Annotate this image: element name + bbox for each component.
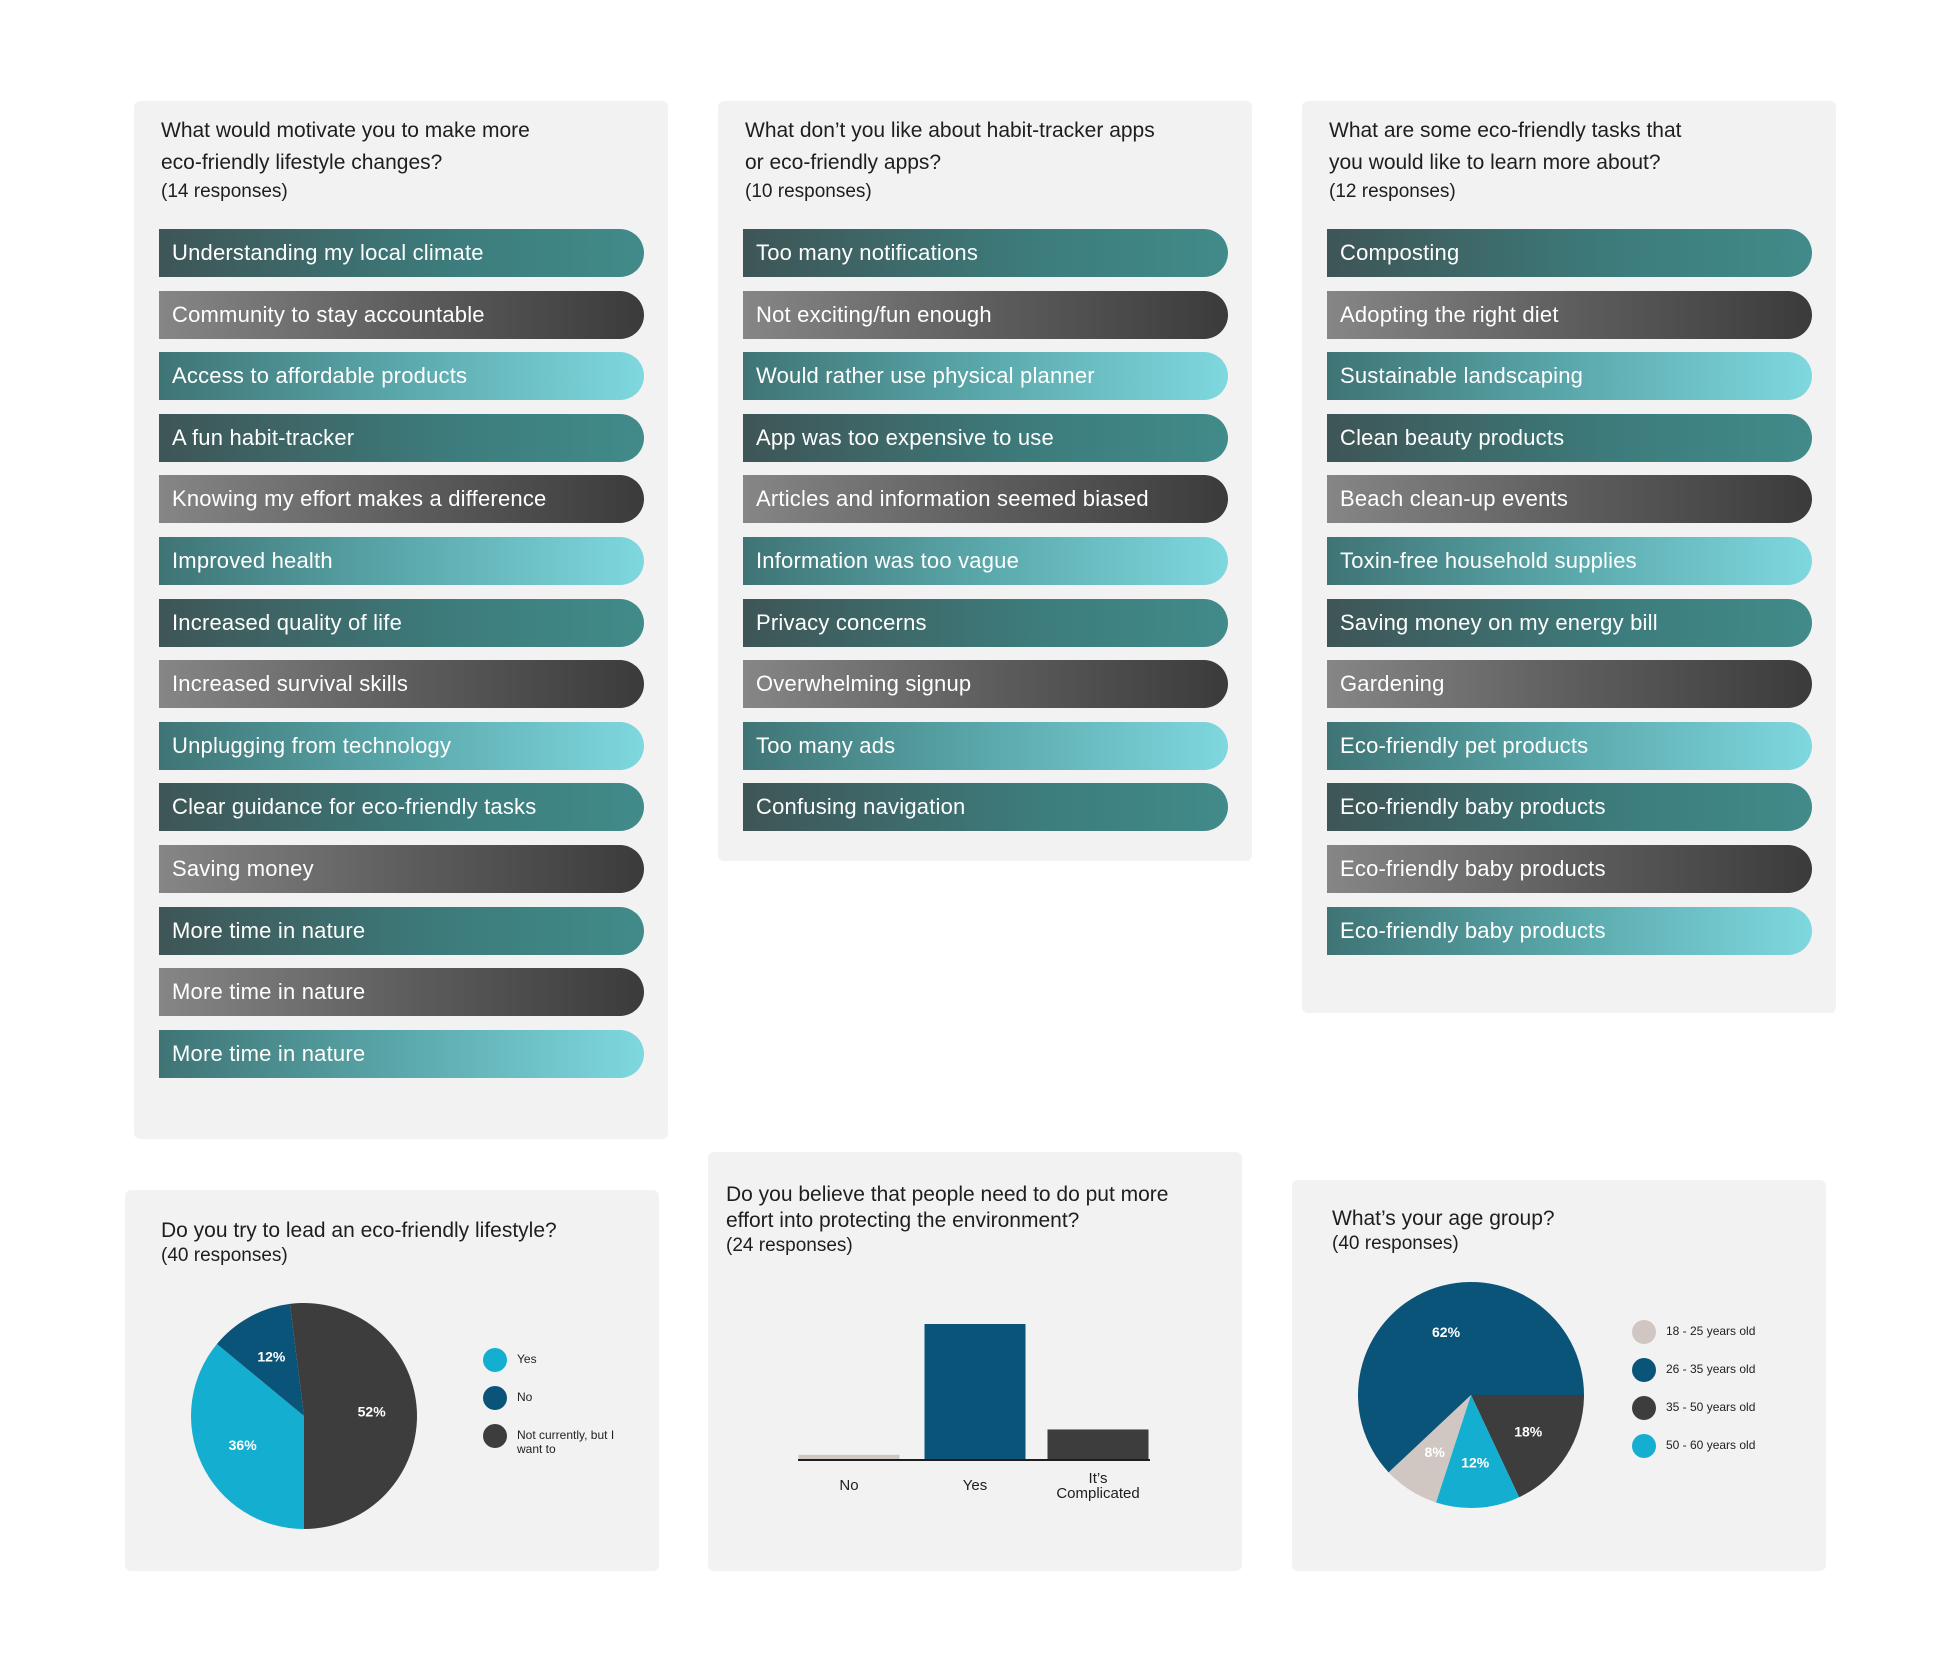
option-pill: More time in nature: [159, 968, 644, 1016]
option-pill: Unplugging from technology: [159, 722, 644, 770]
option-pill: Composting: [1327, 229, 1812, 277]
tasks-responses: (12 responses): [1329, 181, 1456, 202]
legend-swatch: [1632, 1396, 1656, 1420]
legend-label: 26 - 35 years old: [1666, 1362, 1756, 1376]
legend-item: [1632, 1358, 1782, 1382]
option-pill: Adopting the right diet: [1327, 291, 1812, 339]
option-pill: Not exciting/fun enough: [743, 291, 1228, 339]
legend-item: [483, 1348, 633, 1372]
motivation-question-line1: What would motivate you to make more: [161, 119, 530, 142]
option-pill: Overwhelming signup: [743, 660, 1228, 708]
pie-slice-label: 8%: [1424, 1444, 1445, 1461]
pie-slice-label: 36%: [228, 1436, 257, 1453]
motivation-question-line2: eco-friendly lifestyle changes?: [161, 151, 443, 174]
lifestyle-chart-card: [125, 1190, 659, 1571]
option-pill: Too many ads: [743, 722, 1228, 770]
option-pill: Eco-friendly baby products: [1327, 845, 1812, 893]
option-pill: More time in nature: [159, 1030, 644, 1078]
option-pill: Increased quality of life: [159, 599, 644, 647]
option-pill: App was too expensive to use: [743, 414, 1228, 462]
option-pill: Eco-friendly pet products: [1327, 722, 1812, 770]
pie-slice-label: 12%: [1461, 1454, 1490, 1471]
legend-swatch: [1632, 1358, 1656, 1382]
legend-label: Not currently, but I want to: [517, 1428, 615, 1456]
option-pill: Community to stay accountable: [159, 291, 644, 339]
tasks-question-line1: What are some eco-friendly tasks that: [1329, 119, 1682, 142]
option-pill: Sustainable landscaping: [1327, 352, 1812, 400]
legend-swatch: [1632, 1320, 1656, 1344]
pie-slice-label: 12%: [257, 1348, 286, 1365]
tasks-question-line2: you would like to learn more about?: [1329, 151, 1661, 174]
option-pill: Saving money on my energy bill: [1327, 599, 1812, 647]
motivation-question: [161, 115, 601, 205]
bar: [799, 1455, 900, 1459]
option-pill: Information was too vague: [743, 537, 1228, 585]
dislikes-question: [745, 115, 1185, 205]
option-pill: Too many notifications: [743, 229, 1228, 277]
x-tick-label: Yes: [962, 1477, 988, 1494]
legend-item: [1632, 1434, 1782, 1458]
option-pill: A fun habit-tracker: [159, 414, 644, 462]
lifestyle-pie-chart: [125, 1190, 659, 1571]
x-tick-label: No: [839, 1477, 859, 1494]
option-pill: Confusing navigation: [743, 783, 1228, 831]
legend-item: [483, 1386, 633, 1410]
dislikes-question-line1: What don’t you like about habit-tracker apps: [745, 119, 1155, 142]
effort-chart-responses: (24 responses): [726, 1235, 853, 1256]
option-pill: Improved health: [159, 537, 644, 585]
pie-slice-label: 18%: [1514, 1423, 1543, 1440]
legend-swatch: [483, 1348, 507, 1372]
option-pill: Articles and information seemed biased: [743, 475, 1228, 523]
dislikes-responses: (10 responses): [745, 181, 872, 202]
option-pill: Clear guidance for eco-friendly tasks: [159, 783, 644, 831]
bar: [925, 1324, 1026, 1459]
legend-swatch: [483, 1386, 507, 1410]
legend-item: [483, 1424, 633, 1456]
legend-label: 50 - 60 years old: [1666, 1438, 1756, 1452]
option-pill: Would rather use physical planner: [743, 352, 1228, 400]
lifestyle-chart-question: Do you try to lead an eco-friendly lifestyle?: [161, 1219, 557, 1242]
bar: [1048, 1429, 1149, 1459]
option-pill: Eco-friendly baby products: [1327, 783, 1812, 831]
option-pill: Toxin-free household supplies: [1327, 537, 1812, 585]
legend-item: [1632, 1320, 1782, 1344]
option-pill: Eco-friendly baby products: [1327, 907, 1812, 955]
option-pill: Increased survival skills: [159, 660, 644, 708]
option-pill: Gardening: [1327, 660, 1812, 708]
option-pill: Saving money: [159, 845, 644, 893]
option-pill: Access to affordable products: [159, 352, 644, 400]
effort-chart-card: [708, 1152, 1242, 1571]
x-tick-label: It’s Complicated: [1056, 1470, 1140, 1502]
option-pill: Knowing my effort makes a difference: [159, 475, 644, 523]
legend-swatch: [483, 1424, 507, 1448]
dislikes-card: [718, 101, 1252, 861]
option-pill: Privacy concerns: [743, 599, 1228, 647]
legend-item: [1632, 1396, 1782, 1420]
legend-label: No: [517, 1390, 533, 1404]
pie-slice: [290, 1303, 417, 1529]
option-pill: More time in nature: [159, 907, 644, 955]
age-chart-card: [1292, 1180, 1826, 1571]
dislikes-question-line2: or eco-friendly apps?: [745, 151, 942, 174]
legend-label: 18 - 25 years old: [1666, 1324, 1756, 1338]
effort-bar-chart: [708, 1152, 1242, 1571]
option-pill: Beach clean-up events: [1327, 475, 1812, 523]
legend-label: Yes: [517, 1352, 537, 1366]
legend-swatch: [1632, 1434, 1656, 1458]
tasks-question: [1329, 115, 1769, 205]
option-pill: Clean beauty products: [1327, 414, 1812, 462]
age-chart-question: What’s your age group?: [1332, 1207, 1555, 1230]
motivation-responses: (14 responses): [161, 181, 288, 202]
age-chart-responses: (40 responses): [1332, 1233, 1459, 1254]
option-pill: Understanding my local climate: [159, 229, 644, 277]
effort-chart-question: Do you believe that people need to do put more effort into protecting the environment?: [726, 1183, 1169, 1232]
pie-slice-label: 62%: [1432, 1323, 1461, 1340]
pie-slice-label: 52%: [357, 1403, 386, 1420]
tasks-card: [1302, 101, 1836, 1013]
lifestyle-chart-responses: (40 responses): [161, 1245, 288, 1266]
legend-label: 35 - 50 years old: [1666, 1400, 1756, 1414]
motivation-card: [134, 101, 668, 1139]
